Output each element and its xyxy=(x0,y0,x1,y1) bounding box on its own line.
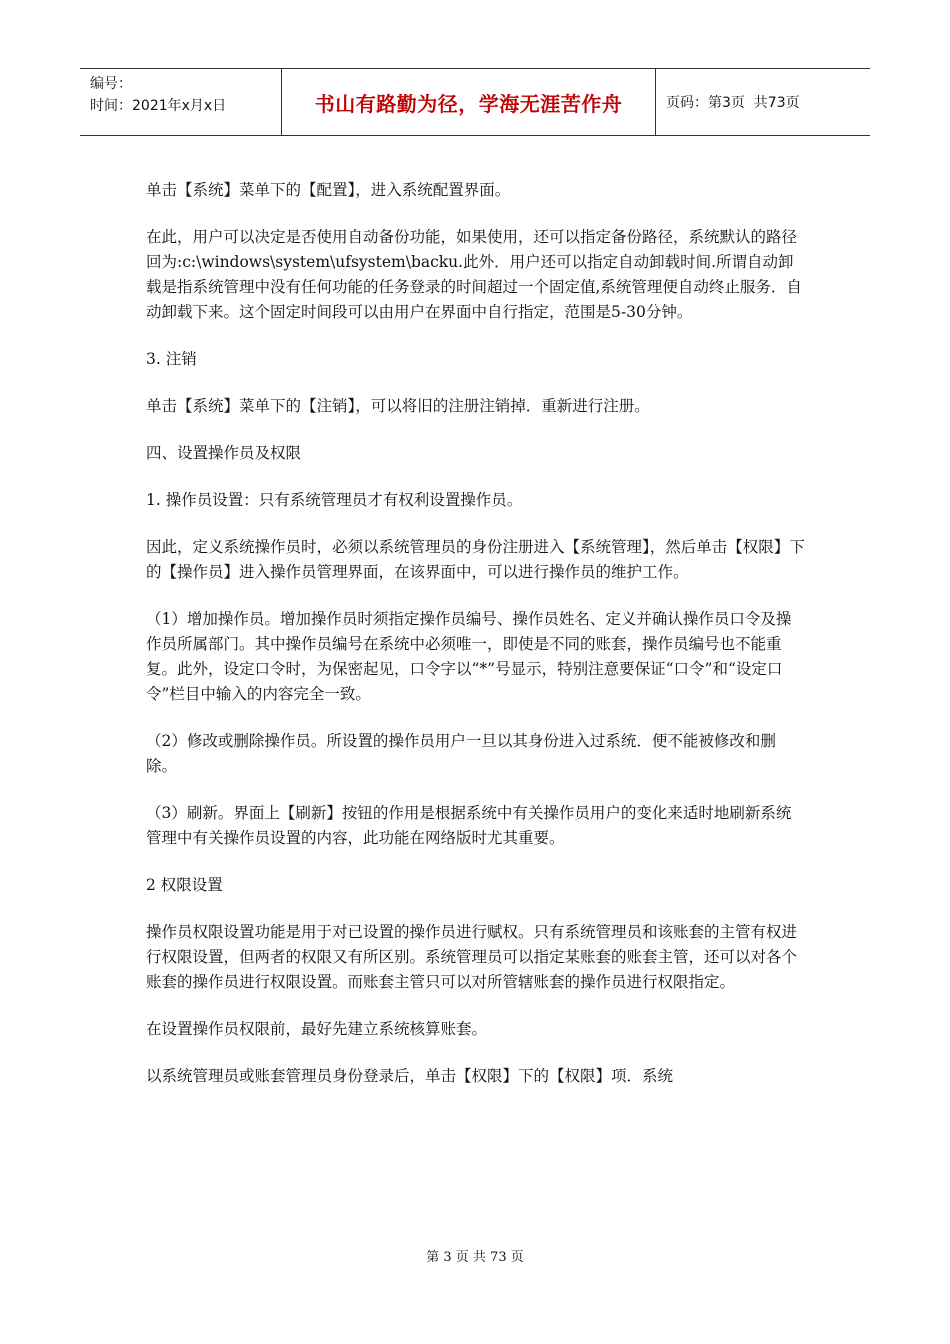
paragraph: （1）增加操作员。增加操作员时须指定操作员编号、操作员姓名、定义并确认操作员口令及操作员所属部门。其中操作员编号在系统中必须唯一，即使是不同的账套，操作员编号也不能重复。此外，设定口令时，为保密起见，口令字以“*”号显示，特别注意要保证“口令”和“设定口令”栏目中输入的内容完全一致。 xyxy=(146,610,792,703)
header-page-info: 页码：第3页 共73页 xyxy=(666,95,800,111)
header-motto: 书山有路勤为径，学海无涯苦作舟 xyxy=(282,69,656,135)
number-label: 编号： xyxy=(90,76,132,92)
paragraph: （3）刷新。界面上【刷新】按钮的作用是根据系统中有关操作员用户的变化来适时地刷新系统管理中有关操作员设置的内容，此功能在网络版时尤其重要。 xyxy=(146,804,792,847)
paragraph: （2）修改或删除操作员。所设置的操作员用户一旦以其身份进入过系统．便不能被修改和删除。 xyxy=(146,732,776,775)
paragraph: 在设置操作员权限前，最好先建立系统核算账套。 xyxy=(146,1020,488,1038)
paragraph: 以系统管理员或账套管理员身份登录后，单击【权限】下的【权限】项．系统 xyxy=(146,1067,674,1085)
paragraph: 1. 操作员设置：只有系统管理员才有权利设置操作员。 xyxy=(146,491,523,509)
date-label: 时间：2021年x月x日 xyxy=(90,98,227,114)
document-body xyxy=(146,178,806,1111)
page-header xyxy=(80,68,870,136)
section-heading: 2 权限设置 xyxy=(146,876,223,894)
page-footer: 第 3 页 共 73 页 xyxy=(426,1250,524,1265)
section-heading: 四、设置操作员及权限 xyxy=(146,444,302,462)
header-meta xyxy=(80,69,282,135)
paragraph: 操作员权限设置功能是用于对已设置的操作员进行赋权。只有系统管理员和该账套的主管有权进行权限设置，但两者的权限又有所区别。系统管理员可以指定某账套的账套主管，还可以对各个账套的操作员进行权限设置。而账套主管只可以对所管辖账套的操作员进行权限指定。 xyxy=(146,923,798,991)
paragraph: 单击【系统】菜单下的【注销】，可以将旧的注册注销掉．重新进行注册。 xyxy=(146,397,650,415)
paragraph: 单击【系统】菜单下的【配置】，进入系统配置界面。 xyxy=(146,181,511,199)
section-heading: 3. 注销 xyxy=(146,350,197,368)
paragraph: 在此，用户可以决定是否使用自动备份功能，如果使用，还可以指定备份路径，系统默认的路径回为:c:\windows\system\ufsystem\backu.此外．用户还可以指定自动卸载时间.所谓自动卸载是指系统管理中没有任何功能的任务登录的时间超过一个固定值,系统管理便自动终止服务．自动卸载下来。这个固定时间段可以由用户在界面中自行指定，范围是5-30分钟。 xyxy=(146,228,802,321)
paragraph: 因此，定义系统操作员时，必须以系统管理员的身份注册进入【系统管理】，然后单击【权限】下的【操作员】进入操作员管理界面，在该界面中，可以进行操作员的维护工作。 xyxy=(146,538,805,581)
